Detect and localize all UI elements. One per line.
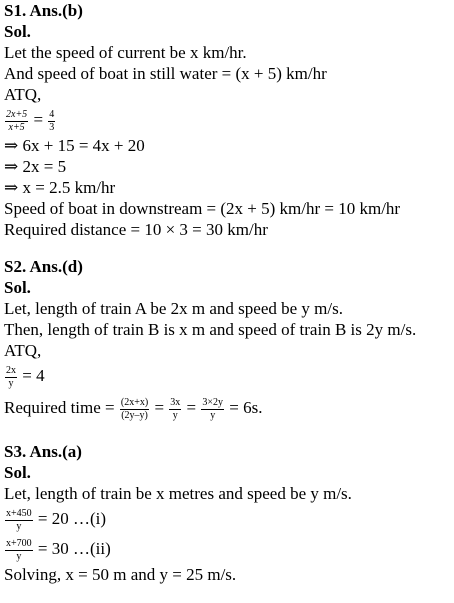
s3-equation-2-rest: = 30 …(ii) [37, 539, 111, 558]
s3-heading: S3. Ans.(a) [4, 442, 82, 461]
s2-equation [4, 361, 454, 391]
s3-fraction-2-denominator: y [16, 550, 22, 562]
s1-fraction-1-numerator: 2x+5 [6, 108, 28, 120]
s2-fraction-1-numerator: 2x [6, 364, 16, 376]
s3-equation-1 [4, 504, 454, 534]
s2-required-fraction-2-numerator: 3x [170, 396, 181, 408]
s2-heading: S2. Ans.(d) [4, 257, 83, 276]
s2-required-time-label: Required time = [4, 398, 115, 417]
s1-fraction-2-numerator: 4 [49, 108, 55, 120]
s2-required-fraction-1 [120, 397, 149, 422]
s3-line-2: Solving, x = 50 m and y = 25 m/s. [4, 565, 237, 584]
s1-fraction-1-denominator: x+5 [8, 121, 25, 133]
s2-required-fraction-3-numerator: 3×2y [202, 396, 224, 408]
s2-required-fraction-2 [169, 397, 181, 422]
s1-line-4: ⇒ 2x = 5 [4, 157, 67, 176]
s2-required-fraction-3-denominator: y [210, 409, 216, 421]
s3-fraction-1-denominator: y [16, 520, 22, 532]
s3-fraction-1-numerator: x+450 [6, 507, 32, 519]
s1-equals: = [33, 110, 44, 129]
s2-required-fraction-1-numerator: (2x+x) [120, 396, 149, 408]
s1-fraction-1 [5, 109, 28, 134]
s2-equals-1: = [154, 398, 165, 417]
s1-fraction-2-denominator: 3 [49, 121, 55, 133]
s2-equals-2: = [186, 398, 197, 417]
s2-required-time [4, 391, 454, 425]
s1-line-6: Speed of boat in downstream = (2x + 5) km/hr = 10 km/hr [4, 199, 401, 218]
s2-atq: ATQ, [4, 341, 42, 360]
s2-required-fraction-1-denominator: (2y–y) [121, 409, 148, 421]
s3-fraction-2-numerator: x+700 [6, 537, 32, 549]
s1-line-2: And speed of boat in still water = (x + 5) km/hr [4, 64, 327, 83]
s2-required-fraction-2-denominator: y [172, 409, 178, 421]
s1-fraction-2 [48, 109, 55, 134]
s3-equation-1-rest: = 20 …(i) [37, 509, 107, 528]
s3-fraction-1 [5, 508, 33, 533]
s1-heading: S1. Ans.(b) [4, 1, 83, 20]
s1-equation [4, 105, 454, 135]
s2-equation-rest: = 4 [22, 366, 45, 385]
s1-line-1: Let the speed of current be x km/hr. [4, 43, 247, 62]
s2-result: = 6s. [229, 398, 263, 417]
s2-line-1: Let, length of train A be 2x m and speed be y m/s. [4, 299, 343, 318]
s1-line-3: ⇒ 6x + 15 = 4x + 20 [4, 136, 145, 155]
s1-sol-label: Sol. [4, 22, 31, 41]
s1-line-5: ⇒ x = 2.5 km/hr [4, 178, 116, 197]
s1-line-7: Required distance = 10 × 3 = 30 km/hr [4, 220, 268, 239]
s2-required-fraction-3 [201, 397, 224, 422]
s3-line-1: Let, length of train be x metres and speed be y m/s. [4, 484, 352, 503]
s1-atq: ATQ, [4, 85, 42, 104]
s3-fraction-2 [5, 538, 33, 563]
s2-sol-label: Sol. [4, 278, 31, 297]
s3-equation-2 [4, 534, 454, 564]
s3-sol-label: Sol. [4, 463, 31, 482]
s2-fraction-1 [5, 365, 17, 390]
s2-line-2: Then, length of train B is x m and speed of train B is 2y m/s. [4, 320, 417, 339]
s2-fraction-1-denominator: y [8, 377, 14, 389]
